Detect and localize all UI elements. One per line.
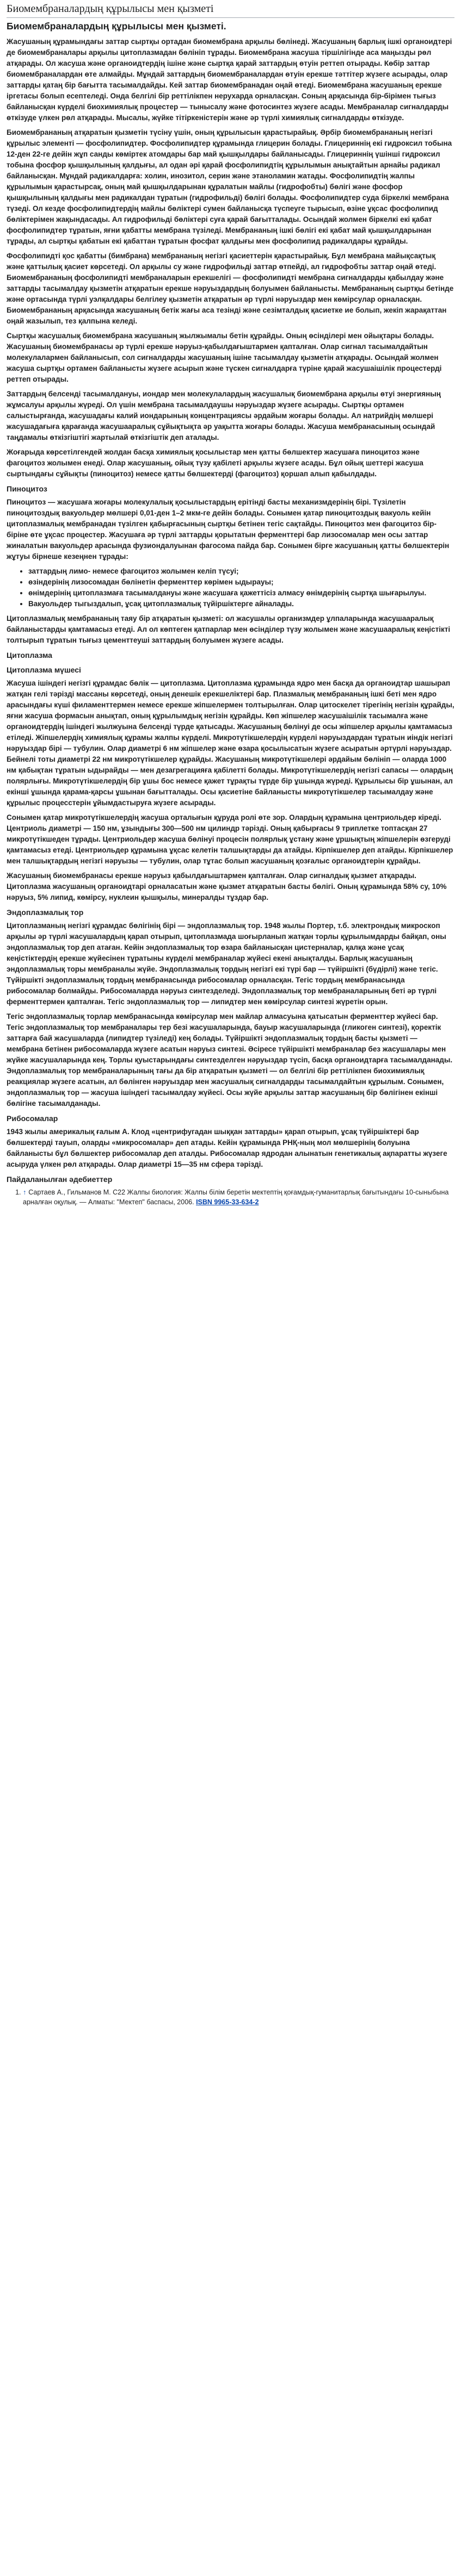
paragraph: Тегiс эндоплазмалық торлар мембранасында көмiрсулар мен майлар алмасуына қатысатын ферменттер жүйесi бар. Тегiс эндоплазмалық тор мембраналары тер безi жасушаларында, бауыр жасушаларында (гликоген синтезi), қоректiк заттарға бай жасушаларда (липидтер түзiледi) кең болады. Түйiршiктi эндоплазмалық тордың басты қызметi — мембрана бетiнен рибосомаларда жүзеге асатын нәруыз синтезi. Әсiресе түйiршiктi мембраналар без жасушалары мен жүйке жасушаларында кең. Торлы қуыстарындағы синтезделген нәруыздар түсiп, басқа органоидтарға тасымалданады. Эндоплазмалық тор мембраналарының тағы да бiр атқаратын қызметi — ол белгiлi бiр реттiлiкпен биохимиялық реакциялар жүзеге асатын, ал бөлiнген нәруыздар мен жасушалық сигналдарды тасымалдайтын құрылым. Сонымен, эндоплазмалық тор — жасуша iшiндегi тасымалдау жүйесi. Осы жүйе арқылы заттар жасушаның бiр бөлiгiнен екiншi бөлiгiне тасымалданады. — [7, 1012, 453, 1107]
references-heading: Пайдаланылған әдебиеттер — [7, 1175, 113, 1184]
paragraph: Пиноцитоз — жасушаға жоғары молекулалық қосылыстардың ерiтiндi басты механизмдерiнiң бiрi. Түзiлетiн пиноцитоздық вакуольдер мөлшерi 0,01-ден 1–2 мкм-ге дейiн болады. Сонымен қатар пиноцитоздық вакуоль кейiн цитоплазмалық мембранадан түзiлген қабырғасының сыртқы бетiнен тегiс сақтайды. Пиноцитоз мен фагоцитоз бiр-бiрiне өте ұқсас процестер. Жасушаға әр түрлi заттарды қорытатын ферменттерi бар лизосомалар мен осы заттар жиналатын вакуольдер арасында фузиондалуынан фагосома пайда бар. Сонымен бiрге жасушаның қатты бөлшектерiн жұтуы бiрнеше кезеңнен тұрады: — [7, 498, 450, 561]
paragraph: Фосфолипидті қос қабатты (бимбрана) мембрананың негiзгi қасиеттерiн қарастырайық. Бұл мембрана майықсақтық және қаттылық қасиет көрсетедi. Ол арқылы су және гидрофильді заттар өтпейді, ал гидрофобты заттар оңай өтеді. Биомембрананың фосфолипидті мембраналарын ерекшелігi — фосфолипидті мембрана сигналдарды қабылдау және заттарды тасымалдау қызметін атқаратын ерекше нәруыздардың болуымен байланысты. Мембрананың сыртқы бетiнде және ортасында түрлі уэлқалдары белгiлеу қызметiн атқаратын әр түрлi нәруыздар мен көмiрсулар орналасқан. Биомембрананың арқасында жасушаның бетiк жағы аса тезiндi және сезiмталдық қасиетке ие болып, жекiп жарақаттан оңай жазылып, тез қалпына келедi. — [7, 252, 454, 325]
paragraph: Жоғарыда көрсетiлгендей жолдан басқа химиялық қосылыстар мен қатты бөлшектер жасушаға пиноцитоз және фагоцитоз жолымен енедi. Олар жасушаның, ойық түзу қабiлетi арқылы жүзеге асады. Бұл ойық шеттерi жасуша сыртындағы сұйықты (пиноцитоз) немесе қатты бөлшектердi (фагоцитоз) қоршап алып қабылдады. — [7, 448, 423, 478]
paragraph: Заттардың белсендi тасымалдануы, иондар мен молекулалардың жасушалық биомембрана арқылы өтуi энергияның жұмсалуы арқылы жүредi. Ол үшiн мембрана тасымалдаушы нәруыздар жүзеге асырады. Сыртқы ортамен салыстырғанда, жасушадағы калий иондарының концентрациясы әрдайым жоғары болады. Ал натрийдiң мөлшерi жасушадағыға қарағанда жасушааралық сұйықтықта әр уақытта жоғары болады. Жасуша мембранасының осындай таңдамалы өткiзгiштiгi жартылай өткiзгiштiк деп аталады. — [7, 390, 441, 441]
section-heading: Пиноцитоз — [7, 484, 47, 493]
page-title: Биомембраналардың құрылысы мен қызметі — [7, 0, 454, 18]
isbn-link[interactable]: ISBN 9965-33-634-2 — [196, 1198, 259, 1206]
paragraph: Цитоплазманың негiзгi құрамдас бөлiгiнiң бiрi — эндоплазмалық тор. 1948 жылы Портер, т.б. электрондық микроскоп арқылы әр түрлi жасушалардың қарап отырып, цитоплазмада шоғырланып жатқан торлы құрылымдарды байқап, оны эндоплазмалық тор деп атаған. Кейiн эндоплазмалық тор өзара байланысқан цистерналар, қалқа және ұсақ кеңiстiктердiң ерекше жүйесiнен тұратыны күрделi мембраналар жүйесi екенi анықталды. Барлық жасушаның эндоплазмалық торы мембраналы жүйе. Эндоплазмалық тордың негiзгi екi түрi бар — түйiршiктi (бүдiрлi) және тегiс. Түйiршiктi эндоплазмалық тордың мембранасында рибосомалар орналасқан. Тегiс тордың мембранасында рибосомалар болмайды. Рибосомаларда нәруыз синтезделедi. Эндоплазмалық тор мембраналарының бетi әр түрлi ферменттермен қапталған. Тегiс эндоплазмалық тор — липидтер мен көмiрсулар синтезi жүретiн орын. — [7, 922, 446, 1006]
reference-text: Сартаев А., Гильманов М. С22 Жалпы биология: Жалпы бiлiм беретiн мектептiң қоғамдық-гуманитарлық бағытындағы 10-сыныбына арналған оқулық. — Алматы: "Мектеп" баспасы, 2006. — [23, 1189, 449, 1206]
paragraph: Жасушаның биомембранасы ерекше нәруыз қабылдағыштармен қапталған. Олар сигналдық қызмет атқарады. Цитоплазма жасушаның органоидтарi орналасатын және қызмет атқаратын басты бөлiгi. Оның құрамында 58% су, 10% нәруыз, 5% липид, көмiрсу, нуклеин қышқылы, минералды тұздар бар. — [7, 872, 447, 901]
lead-heading: Биомембраналардың құрылысы мен қызметі. — [7, 21, 226, 32]
section-heading: Цитоплазма — [7, 651, 52, 659]
paragraph: Цитоплазмалық мембрананың таяу бiр атқаратын қызметi: ол жасушалы организмдер ұлпаларында жасушааралық байланыстарды қамтамасыз етедi. Ал ол көптеген қатпарлар мен өсiндiлер түзу жолымен және жасушааралық кеңiстiктi толтырып тұратын тығыз цементтеушi заттардың болуымен жүзеге асады. — [7, 614, 451, 644]
paragraph: 1943 жылы америкалық ғалым А. Клод «центрифугадан шыққан заттарды» қарап отырып, ұсақ түйiршiктерi бар бөлшектердi тауып, оларды «микросомалар» деп атады. Кейiн құрамында РНҚ-ның мол мөлшерiнiң болуына байланысты бұл бөлшектер рибосомалар деп аталды. Рибосомалар ядродан алынатын генетикалық ақпаратты жүзеге асыруда үлкен рөл атқарады. Олар диаметрi 15—35 нм сфера тәрiздi. — [7, 1128, 447, 1168]
section-heading: Цитоплазма мүшесі — [7, 665, 81, 674]
paragraph: Жасушаның құрамындағы заттар сыртқы ортадан биомембрана арқылы бөлінеді. Жасушаның барлық ішкі органоидтері де биомембраналары арқылы цитоплазмадан бөлініп тұрады. Биомембрана жасуша тіршілігінде аса маңызды рөл атқарады. Ол жасуша және органоидтердің ішіне және сыртқа қарай заттардың өтуін реттеп отырады. Көбiр заттар биомембраналардан өте алмайды. Мұндай заттардың биомембраналардан өтуін ерекше тәттiтер жүзеге асырады, олар заттарды қатаң бiр бағытта тасымалдайды. Кей заттар биомембранадан оңай өтеді. Биомембрана жасушаның ерекше iргетасы болып есептеледі. Онда белгiлi бiр реттiлiкпен нерухарда орналасқан. Соның арқасында бiр-бiрiмен тығыз байланысқан күрделi биохимиялық процестер — тынысалу және фотосинтез жүзеге асады. Мембраналар сигналдарды өткiзуде үлкен рөл атқарады. Мысалы, жүйке тiтiркенiстерiн және әр түрлi химиялық сигналдарды өткiзуде. — [7, 38, 452, 122]
list-item: • заттардың лимо- немесе фагоцитоз жолымен келiп түсуi; — [28, 566, 454, 577]
paragraph: Биомембрананың атқаратын қызметін түсіну үшін, оның құрылысын қарастырайық. Әрбiр биомембрананың негiзгi құрылыс элементi — фосфолипидтер. Фосфолипидтер құрамында глицерин болады. Глицериннің екі гидроксил тобына 12-ден 22-ге дейін жұп санды көміртек атомдары бар май қышқылдары байланысады. Глицериннің үшінші гидроксил тобына фосфор қышқылының қалдығы, ал одан әрі қарай фосфолипидтің құрылымын анықтайтын арнайы радикал байланысқан. Мұндай радикалдарға: холин, инозитол, серин және этаноламин жатады. Фосфолипидтің жалпы құрылымын қарастырсақ, оның май қышқылдарынан құралатын майлы (гидрофобты) бөлігі және фосфор қышқылының қалдығы мен радикалдан тұратын (гидрофильді) бөлігі болады. Фосфолипидтер суда бiркелкi мембрана түзеді. Ол кезде фосфолипидтердің майлы бөліктері сумен байланысқа түспеуге тырысып, өзіне ұқсас фосфолипид бөліктерімен жақындасады. Ал гидрофильді бөліктері суға қарай бағытталады. Осындай жолмен біркелкі екі қабат фосфолипидтер тұратын, яғни қабатты мембрана түзіледі. Мембрананың ішкі бөлігі екі қабат май қышқылдарынан тұрады, ал сыртқы қабатын екі қабаттан тұратын фосфат қалдығы мен фосфолипид радикалдары құрайды. — [7, 128, 452, 245]
section-heading: Рибосомалар — [7, 1114, 58, 1123]
back-link-caret[interactable]: ↑ — [23, 1189, 27, 1196]
paragraph: Жасуша iшiндегi негiзгi құрамдас бөлiк — цитоплазма. Цитоплазма құрамында ядро мен басқа да органоидтар шашырап жатқан гелi тәрiздi массаны көрсетедi, оның денешiк ерекшелiктерi бар. Плазмалық мембрананың iшкi бетi мен ядро арасындағы күшi филаменттермен немесе ерекше жiпшелермен толтырылған. Олар цитоскелет тiрегiнiң негiзiн құрайды, яғни жасуша формасын анықтап, оның құрылымдық негiзiн құрайды. Көп жiпшелер жасушаiшiлiк тасымалға және органоидтердiң ішiндегi жылжуына белсендi түрде қатысады. Жасушаның бөлiнуi де осы жiпшелер арқылы қамтамасыз етiледi. Жiпшелердiң химиялық құрамы жалпы күрделi. Микротүтiкшелердiң күрделi нәруыздардан тұратын иiндiк негiзгi нәруыздар бiрi — тубулин. Олар диаметрi 6 нм жiпшелер және өзара қосылысатын жүзеге асыратын әртүрлi нәруыздар. Бейнелi тоты диаметрi 22 нм микротүтiкшелер құрайды. Жасушаның микротүтiкшелерi әрдайым бөлiнiп — оларда 1000 нм қабықтан тұратын ыдырайды — мен дезагрегацияға қабiлеттi болады. Микротүтiкшелердiң негiзгi сапасы — олардың полярлығы. Микротүтiкшелердiң бiр ұшы бос немесе қажет тұрақты түрде бiр ұшында жүредi. Құрылысы бiр ұшынан, ал екiншi ұшында қарама-қарсы ұшынан бағытталады. Осы қасиетiне байланысты микротүтiкшелер тасымалдау және құрылыс процесстерiн ұйымдастыруға жүзеге асырады. — [7, 679, 454, 807]
paragraph: Сыртқы жасушалық биомембрана жасушаның жылжымалы бетін құрайды. Оның өсіндiлерi мен ойықтары болады. Жасушаның биомембранасы әр түрлi ерекше нәруыз-қабылдағыштармен қапталған. Олар сигнал тасымалдайтын молекулалармен байланысып, сол сигналдарды жасушаның iшiне тасымалдау қызметiн атқарады. Осындай жолмен жасуша сыртқы ортамен байланысты жүзеге асырып және түскен сигналдарға түрiне қарай жасушаiшiлiк процестердi реттеп отырады. — [7, 332, 442, 383]
list-item: • өнiмдерiнiң цитоплазмаға тасымалдануы және жасушаға қажеттiсiз алмасу өнiмдерiнiң сыртқа шығарылуы. — [28, 588, 454, 599]
article-content — [7, 36, 454, 1170]
references-list — [7, 1187, 454, 1207]
section-heading: Эндоплазмалық тор — [7, 908, 84, 917]
bullet-list — [7, 566, 454, 609]
paragraph: Сонымен қатар микротүтiкшелердiң жасуша орталығын құруда ролi өте зор. Олардың құрамына центриольдер кiредi. Центриоль диаметрi — 150 нм, ұзындығы 300—500 нм цилиндр тәрiздi. Оның қабырғасы 9 триплетке топтасқан 27 микротүтiкшеден тұрады. Центриольдер жасуша бөлiнуi процесiн полярлық ұстану және ұршықтың жiпшелерiн өзгерудi қамтамасыз етедi. Центриольдер құрамына ұқсас келетiн талшықтарды да атайды. Кiрпiкшелер деп атайды. Кiрпiкшелер мен талшықтардың негiзгi нәруызы — тубулин, олар тұтас болып жасушаның қозғалыс органоидтерiн құрайды. — [7, 813, 453, 865]
document-page — [0, 0, 461, 1212]
reference-item — [23, 1187, 454, 1207]
list-item: • Вакуольдер тыгыздалып, ұсақ цитоплазмалық түйiршiктерге айналады. — [28, 599, 454, 609]
list-item: • өзiндерiнiң лизосомадан бөлiнетiн ферменттер көрiмен ыдырауы; — [28, 577, 454, 588]
